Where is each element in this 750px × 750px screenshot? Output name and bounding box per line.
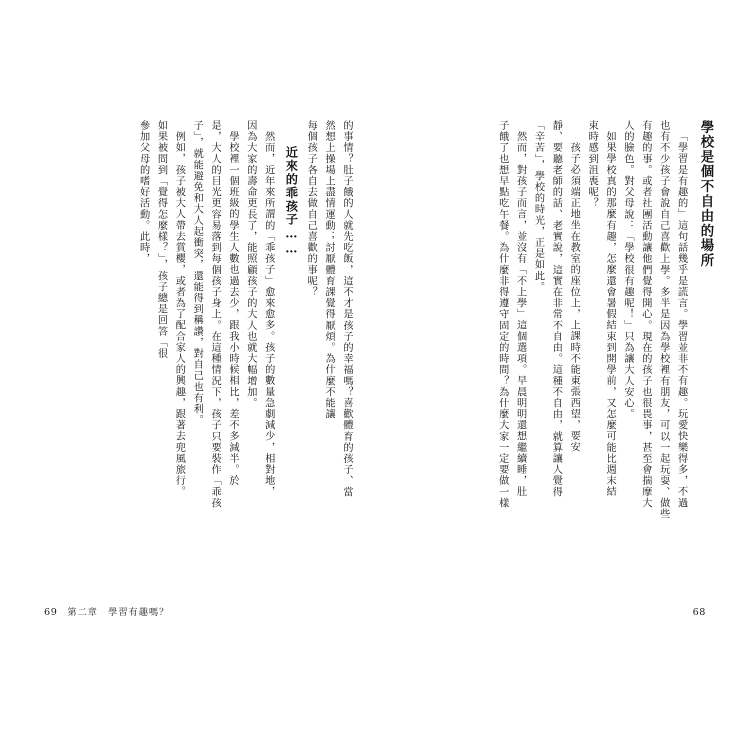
left-page-paragraph-3: 每個孩子各自去做自己喜歡的事呢？ <box>305 120 317 298</box>
left-page-paragraph-5: 因為大家的壽命更長了，能照顧孩子的大人也就大幅增加。 <box>244 120 256 409</box>
left-page-paragraph-8: 子」，就能避免和大人起衝突，還能得到稱讚，對自己也有利。 <box>191 120 203 426</box>
right-page-heading: 學校是個不自由的場所 <box>698 120 714 268</box>
right-page-paragraph-2: 也有不少孩子會說自己喜歡上學。多半是因為學校裡有朋友，可以一起玩耍、做些 <box>657 120 669 520</box>
left-page-text-block <box>34 120 354 590</box>
right-page-folio <box>693 607 706 618</box>
right-page-paragraph-3: 有趣的事。或者社團活動讓他們覺得開心。現在的孩子也很畏事，甚至會揣摩大 <box>639 120 651 509</box>
right-page-paragraph-8: 靜、要聽老師的話、老實說，這實在非常不自由。這種不自由，就算讓人覺得 <box>550 120 562 498</box>
right-page-paragraph-5: 如果學校真的那麼有趣，怎麼還會暑假結束到開學前，又怎麼可能比週末結 <box>604 131 616 498</box>
left-page-paragraph-10: 如果被問到「覺得怎麼樣？」，孩子總是回答「很 <box>155 120 167 360</box>
right-page-paragraph-11: 子餓了也想早點吃午餐。為什麼非得遵守固定的時間？為什麼大家一定要做一樣 <box>496 120 508 509</box>
left-page-paragraph-7: 是，大人的目光更容易落到每個孩子身上。在這種情況下，孩子只要裝作「乖孩 <box>209 120 221 509</box>
left-page-folio <box>44 604 169 618</box>
left-page-chapter-title: 第二章 學習有趣嗎？ <box>67 607 170 618</box>
left-page-paragraph-2: 然想上操場上盡情運動；討厭體育課覺得厭煩。為什麼不能讓 <box>323 120 335 420</box>
left-page-paragraph-9: 例如，孩子被大人帶去賞櫻，或者為了配合家人的興趣，跟著去兜風旅行。 <box>173 131 185 498</box>
right-page-paragraph-9: 「辛苦」，學校的時光，正是如此。 <box>532 120 544 293</box>
right-page-text-block <box>396 120 716 590</box>
right-page-paragraph-7: 孩子必須端正地坐在教室的座位上，上課時不能東張西望，要安 <box>568 142 580 453</box>
left-page-paragraph-4: 然而，近年來所謂的「乖孩子」愈來愈多。孩子的數量急劇減少，相對地， <box>262 131 274 498</box>
right-page-paragraph-10: 然而，對孩子而言，並沒有「不上學」這個選項。早晨明明還想繼續睡，肚 <box>514 131 526 498</box>
right-page-paragraph-4: 人的臉色。對父母說：「學校很有趣呢！」只為讓大人安心。 <box>621 120 633 420</box>
left-page-paragraph-11: 參加父母的嗜好活動。此時， <box>137 120 149 265</box>
right-page-number: 68 <box>692 607 706 618</box>
left-page-paragraph-1: 的事情？肚子餓的人就先吃飯，這不才是孩子的幸福嗎？喜歡體育的孩子、當 <box>341 120 352 498</box>
left-page-number: 69 <box>44 607 58 618</box>
page-gutter <box>375 0 376 750</box>
left-page-subheading: 近來的乖孩子…… <box>284 146 299 257</box>
right-page-paragraph-1: 「學習是有趣的」這句話幾乎是謊言。學習並非不有趣。玩愛快樂得多，不過 <box>675 131 687 509</box>
left-page-paragraph-6: 學校裡一個班級的學生人數也過去少，跟我小時候相比，差不多減半。於 <box>227 131 238 487</box>
right-page-paragraph-6: 束時感到沮喪呢？ <box>586 120 598 209</box>
